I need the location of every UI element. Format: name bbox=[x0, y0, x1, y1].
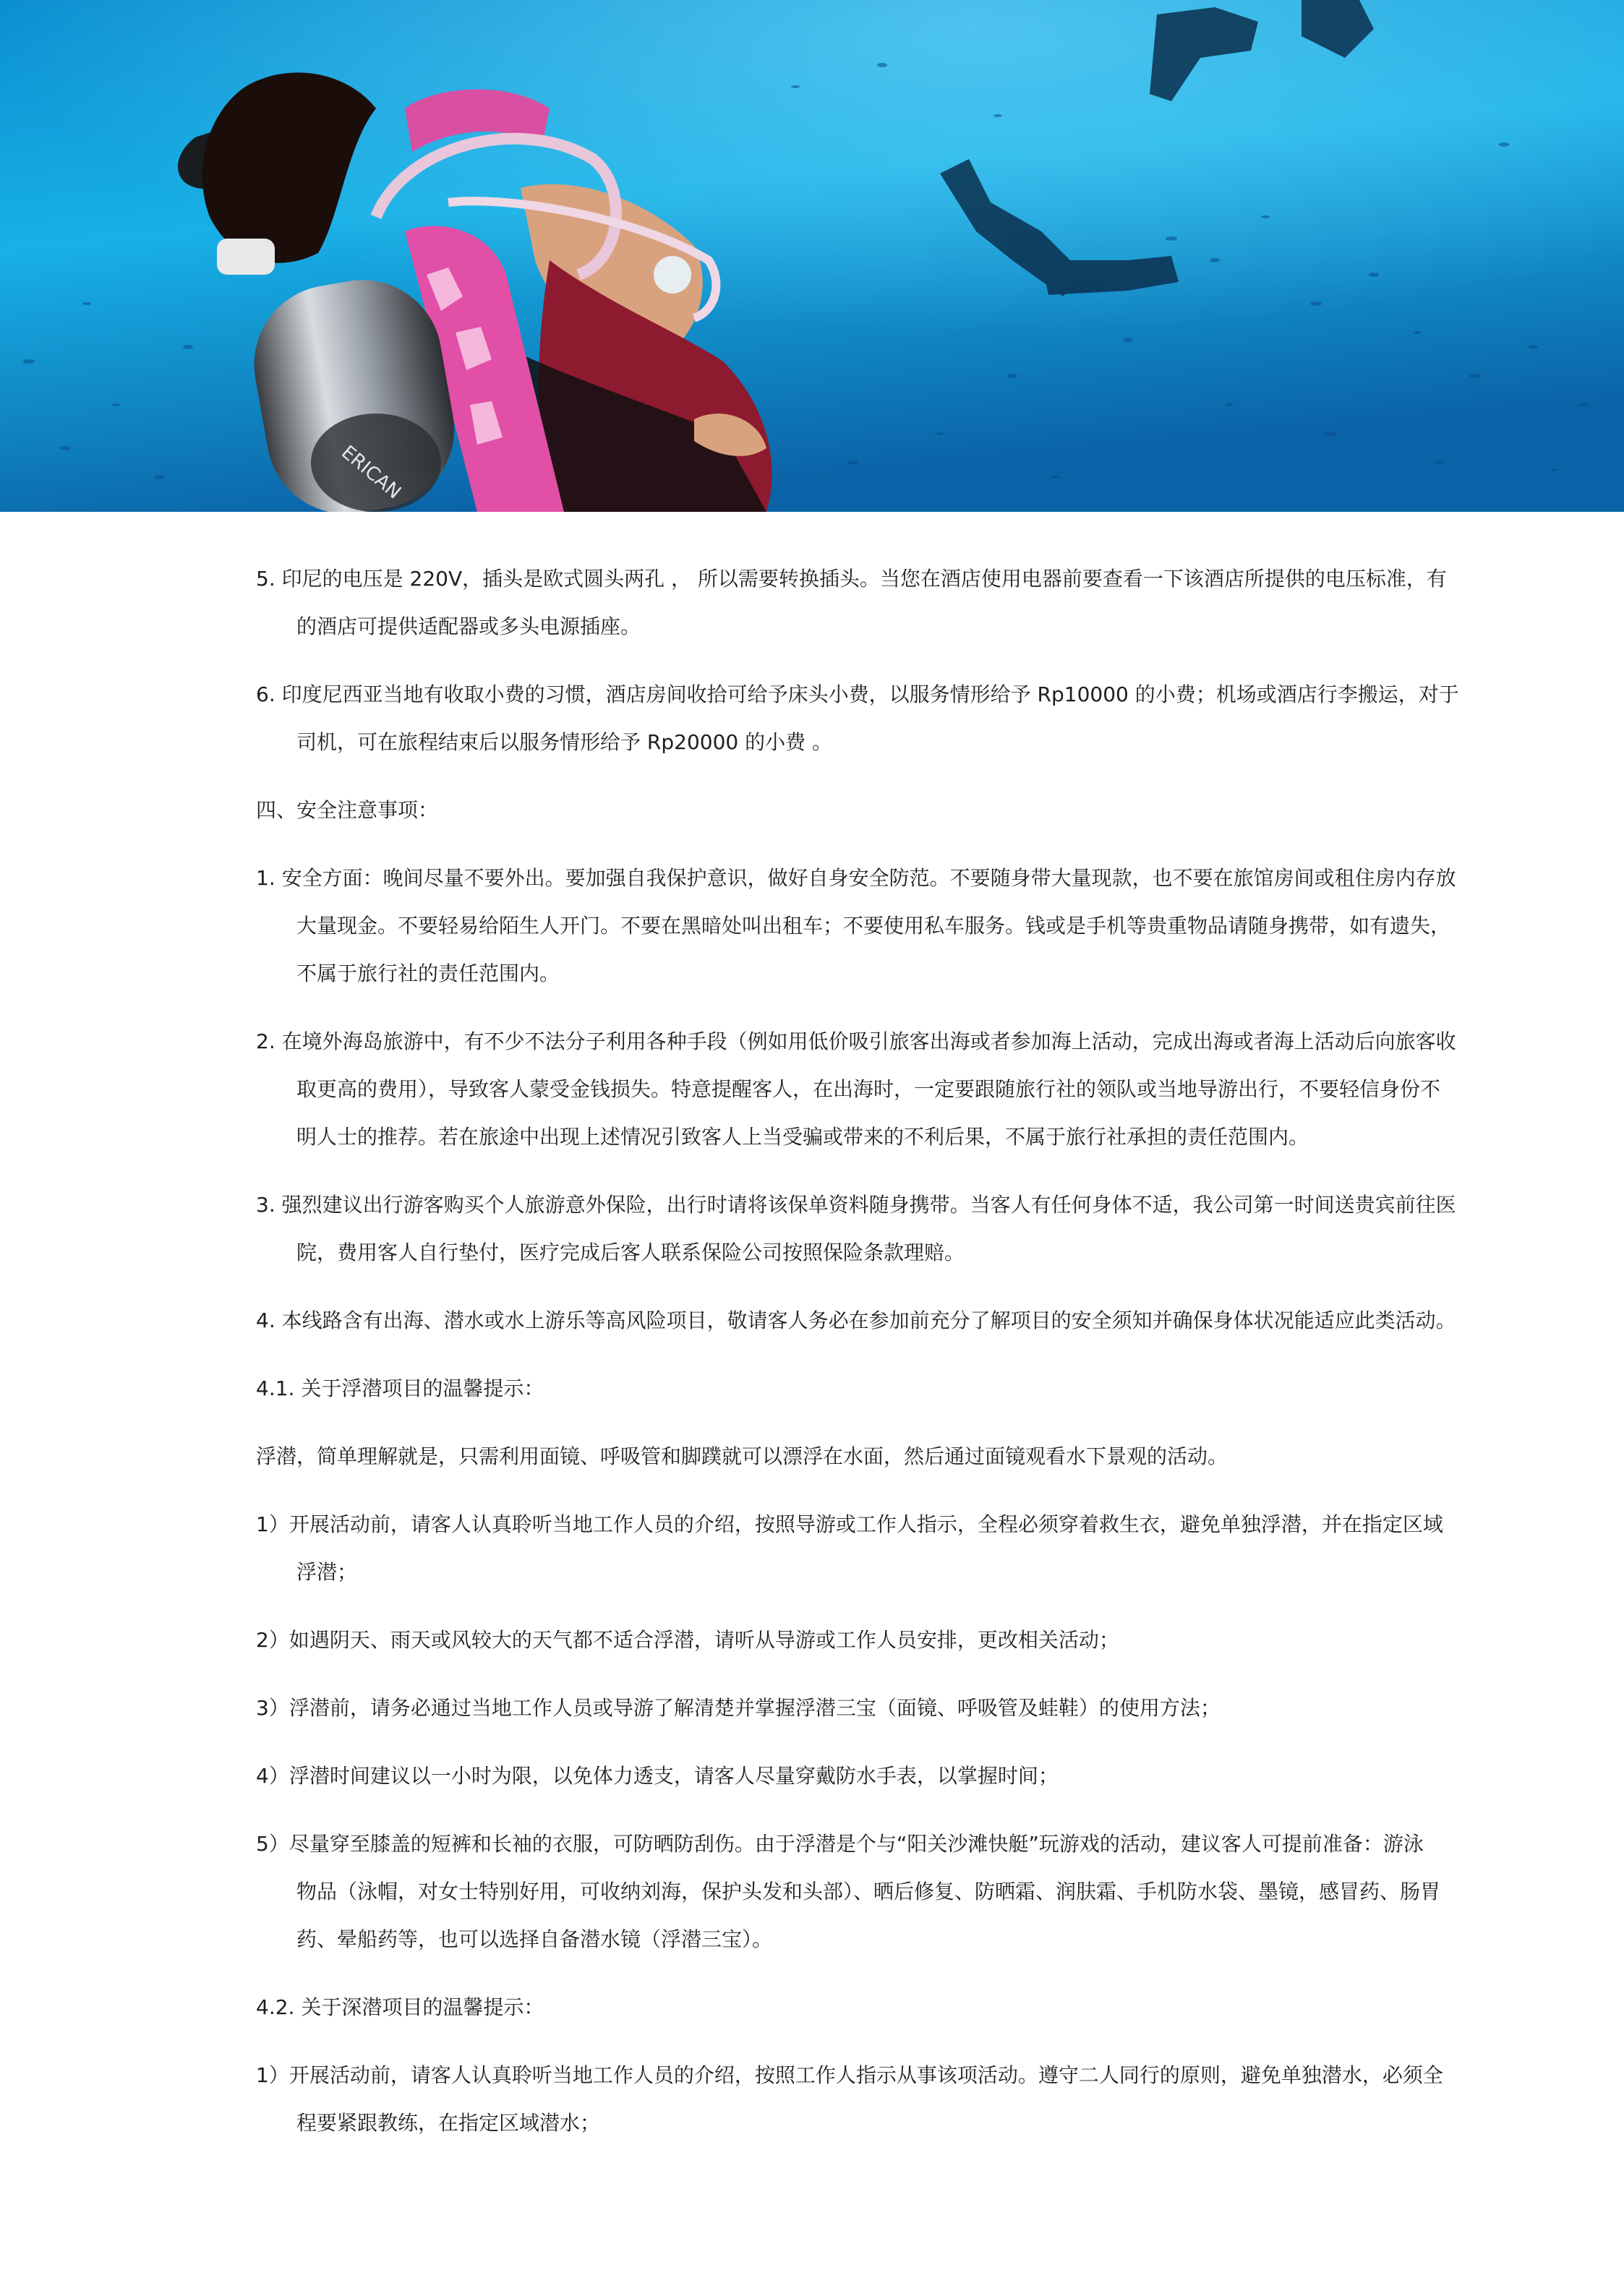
text-line: 司机，可在旅程结束后以服务情形给予 Rp20000 的小费 。 bbox=[296, 730, 833, 754]
text-line: 2. 在境外海岛旅游中，有不少不法分子利用各种手段（例如用低价吸引旅客出海或者参加海上活动，完成出海或者海上活动后向旅客收 bbox=[256, 1029, 1456, 1053]
section-heading: 四、安全注意事项： bbox=[256, 798, 439, 822]
second-stage bbox=[654, 256, 691, 294]
paragraph-snorkeling-2 bbox=[256, 1616, 1456, 1664]
paragraph-voltage-tip bbox=[256, 555, 1456, 651]
text-line: 的酒店可提供适配器或多头电源插座。 bbox=[296, 614, 641, 638]
text-line: 浮潜，简单理解就是，只需利用面镜、呼吸管和脚蹼就可以漂浮在水面，然后通过面镜观看水下景观的活动。 bbox=[256, 1444, 1228, 1468]
subheading-snorkeling bbox=[256, 1365, 1456, 1413]
document-body bbox=[256, 555, 1459, 2167]
paragraph-snorkeling-4 bbox=[256, 1752, 1456, 1800]
paragraph-snorkeling-5 bbox=[256, 1820, 1456, 1963]
paragraph-diving-1 bbox=[256, 2052, 1456, 2147]
paragraph-safety-3 bbox=[256, 1181, 1456, 1277]
paragraph-snorkeling-intro bbox=[256, 1433, 1456, 1481]
text-line: 明人士的推荐。若在旅途中出现上述情况引致客人上当受骗或带来的不利后果，不属于旅行社承担的责任范围内。 bbox=[296, 1125, 1309, 1149]
subheading: 4.2. 关于深潜项目的温馨提示： bbox=[256, 1995, 544, 2019]
text-line: 3. 强烈建议出行游客购买个人旅游意外保险，出行时请将该保单资料随身携带。当客人有任何身体不适，我公司第一时间送贵宾前往医 bbox=[256, 1193, 1456, 1217]
paragraph-snorkeling-3 bbox=[256, 1684, 1456, 1732]
regulator bbox=[217, 239, 275, 275]
tank-logo-text: ERICAN bbox=[337, 441, 406, 504]
text-line: 不属于旅行社的责任范围内。 bbox=[296, 961, 560, 985]
subheading: 4.1. 关于浮潜项目的温馨提示： bbox=[256, 1376, 544, 1400]
text-line: 3）浮潜前，请务必通过当地工作人员或导游了解清楚并掌握浮潜三宝（面镜、呼吸管及蛙鞋）的使用方法； bbox=[256, 1696, 1221, 1720]
paragraph-safety-4 bbox=[256, 1297, 1456, 1345]
text-line: 4. 本线路含有出海、潜水或水上游乐等高风险项目，敬请客人务必在参加前充分了解项目的安全须知并确保身体状况能适应此类活动。 bbox=[256, 1308, 1456, 1332]
hero-image bbox=[0, 0, 1624, 512]
text-line: 程要紧跟教练，在指定区域潜水； bbox=[296, 2111, 601, 2135]
paragraph-safety-1 bbox=[256, 854, 1456, 998]
text-line: 院，费用客人自行垫付，医疗完成后客人联系保险公司按照保险条款理赔。 bbox=[296, 1241, 965, 1264]
text-line: 5）尽量穿至膝盖的短裤和长袖的衣服，可防晒防刮伤。由于浮潜是个与“阳关沙滩快艇”玩游戏的活动，建议客人可提前准备：游泳 bbox=[256, 1832, 1424, 1856]
paragraph-snorkeling-1 bbox=[256, 1501, 1456, 1596]
scuba-divers-illustration bbox=[0, 0, 1624, 512]
subheading-scuba-diving bbox=[256, 1984, 1456, 2031]
paragraph-safety-2 bbox=[256, 1018, 1456, 1161]
text-line: 5. 印尼的电压是 220V，插头是欧式圆头两孔 ， 所以需要转换插头。当您在酒店使用电器前要查看一下该酒店所提供的电压标准，有 bbox=[256, 567, 1447, 591]
text-line: 2）如遇阴天、雨天或风较大的天气都不适合浮潜，请听从导游或工作人员安排，更改相关活动； bbox=[256, 1628, 1119, 1652]
text-line: 1）开展活动前，请客人认真聆听当地工作人员的介绍，按照工作人指示从事该项活动。遵守二人同行的原则，避免单独潜水，必须全 bbox=[256, 2063, 1443, 2087]
text-line: 药、晕船药等，也可以选择自备潜水镜（浮潜三宝）。 bbox=[296, 1927, 773, 1951]
paragraph-tipping-tip bbox=[256, 671, 1459, 766]
text-line: 4）浮潜时间建议以一小时为限，以免体力透支，请客人尽量穿戴防水手表，以掌握时间； bbox=[256, 1764, 1059, 1788]
text-line: 1. 安全方面：晚间尽量不要外出。要加强自我保护意识，做好自身安全防范。不要随身带大量现款，也不要在旅馆房间或租住房内存放 bbox=[256, 866, 1456, 890]
text-line: 取更高的费用），导致客人蒙受金钱损失。特意提醒客人，在出海时，一定要跟随旅行社的领队或当地导游出行，不要轻信身份不 bbox=[296, 1077, 1441, 1101]
text-line: 大量现金。不要轻易给陌生人开门。不要在黑暗处叫出租车；不要使用私车服务。钱或是手机等贵重物品请随身携带，如有遗失， bbox=[296, 914, 1451, 938]
text-line: 物品（泳帽，对女士特别好用，可收纳刘海，保护头发和头部）、晒后修复、防晒霜、润肤霜、手机防水袋、墨镜，感冒药、肠胃 bbox=[296, 1880, 1441, 1903]
text-line: 浮潜； bbox=[296, 1560, 358, 1584]
text-line: 1）开展活动前，请客人认真聆听当地工作人员的介绍，按照导游或工作人指示，全程必须穿着救生衣，避免单独浮潜，并在指定区域 bbox=[256, 1512, 1443, 1536]
section-heading-safety bbox=[256, 787, 1456, 834]
text-line: 6. 印度尼西亚当地有收取小费的习惯，酒店房间收拾可给予床头小费，以服务情形给予 Rp10000 的小费；机场或酒店行李搬运，对于 bbox=[256, 682, 1459, 706]
